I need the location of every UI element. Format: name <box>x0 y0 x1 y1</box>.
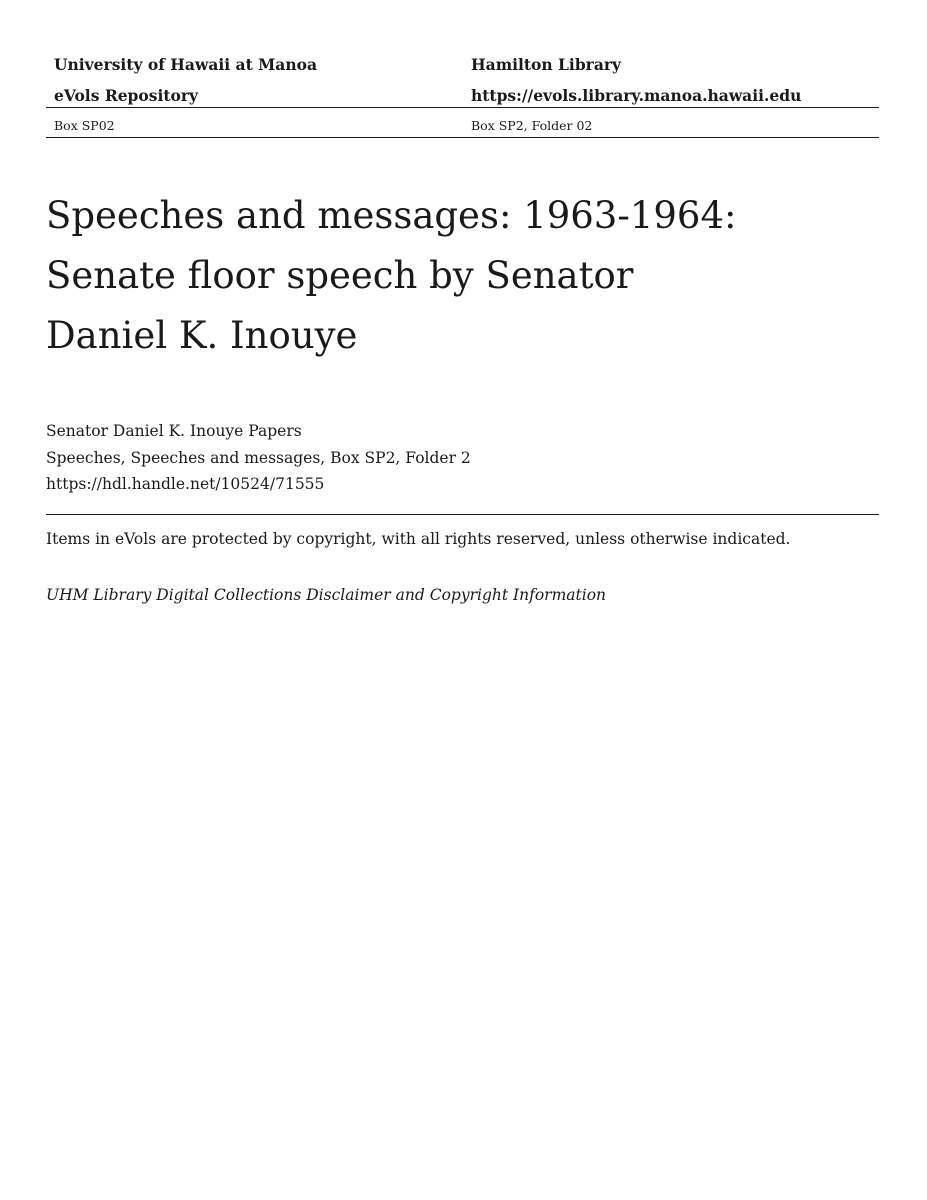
repository-name: eVols Repository <box>54 86 199 105</box>
collection-name: Senator Daniel K. Inouye Papers <box>46 422 302 440</box>
folder-label: Box SP2, Folder 02 <box>471 118 593 133</box>
disclaimer-link[interactable]: UHM Library Digital Collections Disclaimer and Copyright Information <box>46 586 607 604</box>
document-title <box>46 186 806 366</box>
institution-name: University of Hawaii at Manoa <box>54 55 317 74</box>
library-name: Hamilton Library <box>471 55 622 74</box>
title-line-2: Senate floor speech by Senator <box>46 254 634 297</box>
metadata-divider <box>46 514 879 515</box>
header-row-2 <box>46 83 879 114</box>
box-label: Box SP02 <box>54 118 115 133</box>
title-line-1: Speeches and messages: 1963-1964: <box>46 194 737 237</box>
repository-url-link[interactable]: https://evols.library.manoa.hawaii.edu <box>471 86 802 105</box>
item-location: Speeches, Speeches and messages, Box SP2, Folder 2 <box>46 448 471 467</box>
title-line-3: Daniel K. Inouye <box>46 314 358 357</box>
box-row <box>46 115 879 137</box>
document-metadata <box>46 418 471 498</box>
copyright-notice: Items in eVols are protected by copyright, with all rights reserved, unless otherwise indicated. <box>46 530 791 548</box>
header-divider-bottom <box>46 137 879 138</box>
header-row-1 <box>46 52 879 83</box>
handle-link[interactable]: https://hdl.handle.net/10524/71555 <box>46 475 325 493</box>
header-divider-top <box>46 107 879 108</box>
header-table <box>46 52 879 114</box>
